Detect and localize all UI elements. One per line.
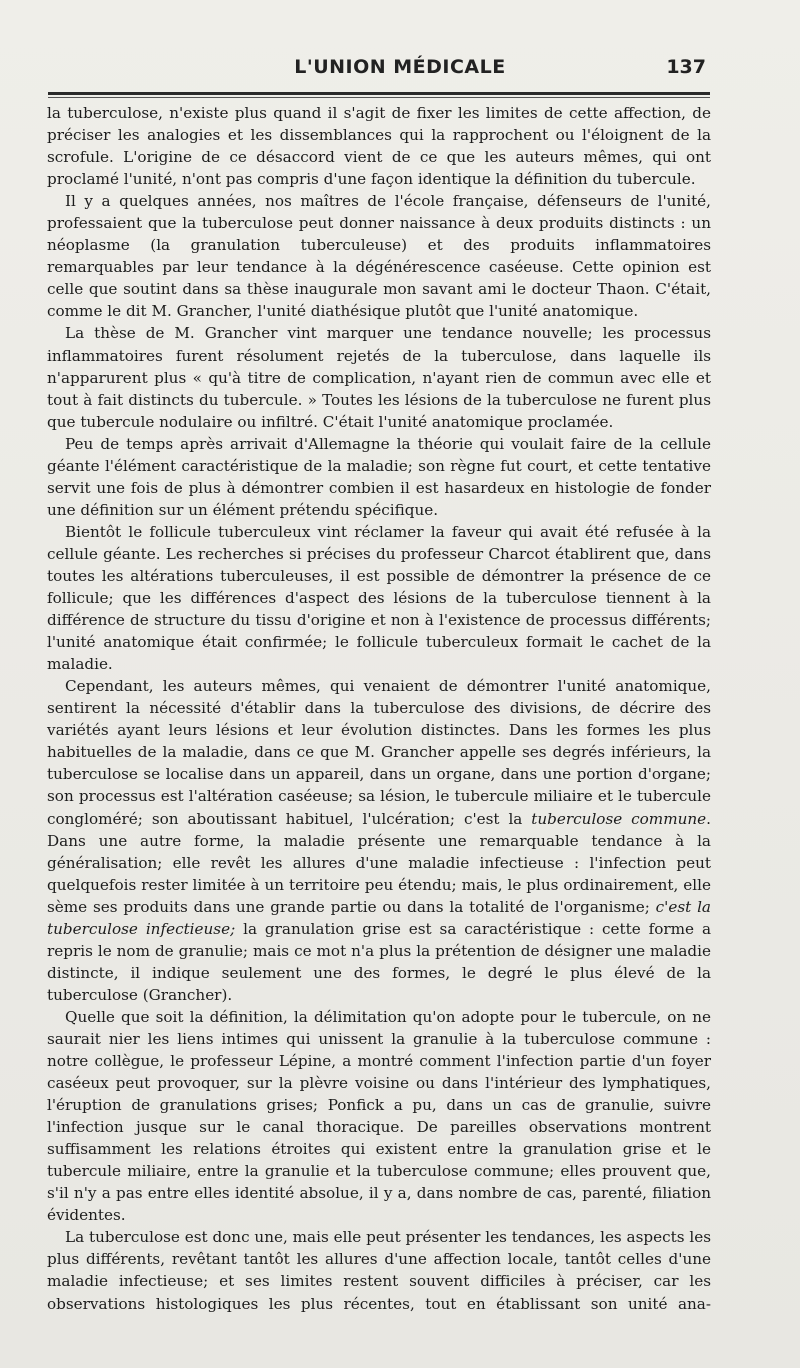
- paragraph-8: La tuberculose est donc une, mais elle peut présenter les tendances, les aspects les plus différents, revêtant tantôt les allures d'une affection locale, tantôt celles d'une maladie infectieuse; et ses limites restent souvent difficiles à préciser, car les observations histologiques les plus récentes, tout en établissant son unité ana-: [47, 1228, 711, 1313]
- running-title: L'UNION MÉDICALE: [294, 56, 506, 78]
- header-rule-thin: [48, 97, 710, 98]
- paragraph-5: Bientôt le follicule tuberculeux vint réclamer la faveur qui avait été refusée à la cellule géante. Les recherches si précises du professeur Charcot établirent que, dans toutes les altérations tuberculeuses, il est possible de démontrer la présence de ce follicule; que les différences d'aspect des lésions de la tuberculose tiennent à la différence de structure du tissu d'origine et non à l'existence de processus différents; l'unité anatomique était confirmée; le follicule tuberculeux formait le cachet de la maladie.: [47, 522, 711, 674]
- body-text: [47, 102, 711, 1315]
- term-tuberculose-infectieuse: c'est la tuberculose infectieuse;: [47, 897, 711, 938]
- header-rule: [48, 92, 710, 95]
- paragraph-2: Il y a quelques années, nos maîtres de l'école française, défenseurs de l'unité, professaient que la tuberculose peut donner naissance à deux produits distincts : un néoplasme (la granulation tuberculeuse) et des produits inflammatoires remarquables par leur tendance à la dégénérescence caséeuse. Cette opinion est celle que soutint dans sa thèse inaugurale mon savant ami le docteur Thaon. C'était, comme le dit M. Grancher, l'unité diathésique plutôt que l'unité anatomique.: [47, 192, 711, 321]
- page-number: 137: [666, 56, 706, 78]
- paragraph-1: la tuberculose, n'existe plus quand il s'agit de fixer les limites de cette affection, de préciser les analogies et les dissemblances qui la rapprochent ou l'éloignent de la scrofule. L'origine de ce désaccord vient de ce que les auteurs mêmes, qui ont proclamé l'unité, n'ont pas compris d'une façon identique la définition du tubercule.: [47, 104, 711, 189]
- paragraph-6-part-b: . Dans une autre forme, la maladie présente une remarquable tendance à la généralisation; elle revêt les allures d'une maladie infectieuse : l'infection peut quelquefois rester limitée à un territoire peu étendu; mais, le plus ordinairement, elle sème ses produits dans une grande partie ou dans la totalité de l'organisme;: [47, 809, 711, 916]
- paragraph-4: Peu de temps après arrivait d'Allemagne la théorie qui voulait faire de la cellule géante l'élément caractéristique de la maladie; son règne fut court, et cette tentative servit une fois de plus à démontrer combien il est hasardeux en histologie de fonder une définition sur un élément prétendu spécifique.: [47, 434, 711, 519]
- paragraph-6-part-a: Cependant, les auteurs mêmes, qui venaient de démontrer l'unité anatomique, sentirent la nécessité d'établir dans la tuberculose des divisions, de décrire des variétés ayant leurs lésions et leur évolution distinctes. Dans les formes les plus habituelles de la maladie, dans ce que M. Grancher appelle ses degrés inférieurs, la tuberculose se localise dans un appareil, dans un organe, dans une portion d'organe; son processus est l'altération caséeuse; sa lésion, le tubercule miliaire et le tubercule congloméré; son aboutissant habituel, l'ulcération; c'est la: [47, 677, 711, 828]
- page-header: [0, 56, 800, 86]
- paragraph-6-part-c: la granulation grise est sa caractéristique : cette forme a repris le nom de granulie; mais ce mot n'a plus la prétention de désigner une maladie distincte, il indique seulement une des formes, le degré le plus élevé de la tuberculose (Grancher).: [47, 919, 711, 1004]
- paragraph-6: [47, 675, 711, 1006]
- paragraph-3: La thèse de M. Grancher vint marquer une tendance nouvelle; les processus inflammatoires furent résolument rejetés de la tuberculose, dans laquelle ils n'apparurent plus « qu'à titre de complication, n'ayant rien de commun avec elle et tout à fait distincts du tubercule. » Toutes les lésions de la tuberculose ne furent plus que tubercule nodulaire ou infiltré. C'était l'unité anatomique proclamée.: [47, 324, 711, 431]
- paragraph-7: Quelle que soit la définition, la délimitation qu'on adopte pour le tubercule, on ne saurait nier les liens intimes qui unissent la granulie à la tuberculose commune : notre collègue, le professeur Lépine, a montré comment l'infection partie d'un foyer caséeux peut provoquer, sur la plèvre voisine ou dans l'intérieur des lymphatiques, l'éruption de granulations grises; Ponfick a pu, dans un cas de granulie, suivre l'infection jusque sur le canal thoracique. De pareilles observations montrent suffisamment les relations étroites qui existent entre la granulation grise et le tubercule miliaire, entre la granulie et la tuberculose commune; elles prouvent que, s'il n'y a pas entre elles identité absolue, il y a, dans nombre de cas, parenté, filiation évidentes.: [47, 1007, 711, 1225]
- term-tuberculose-commune: tuberculose commune: [531, 809, 707, 828]
